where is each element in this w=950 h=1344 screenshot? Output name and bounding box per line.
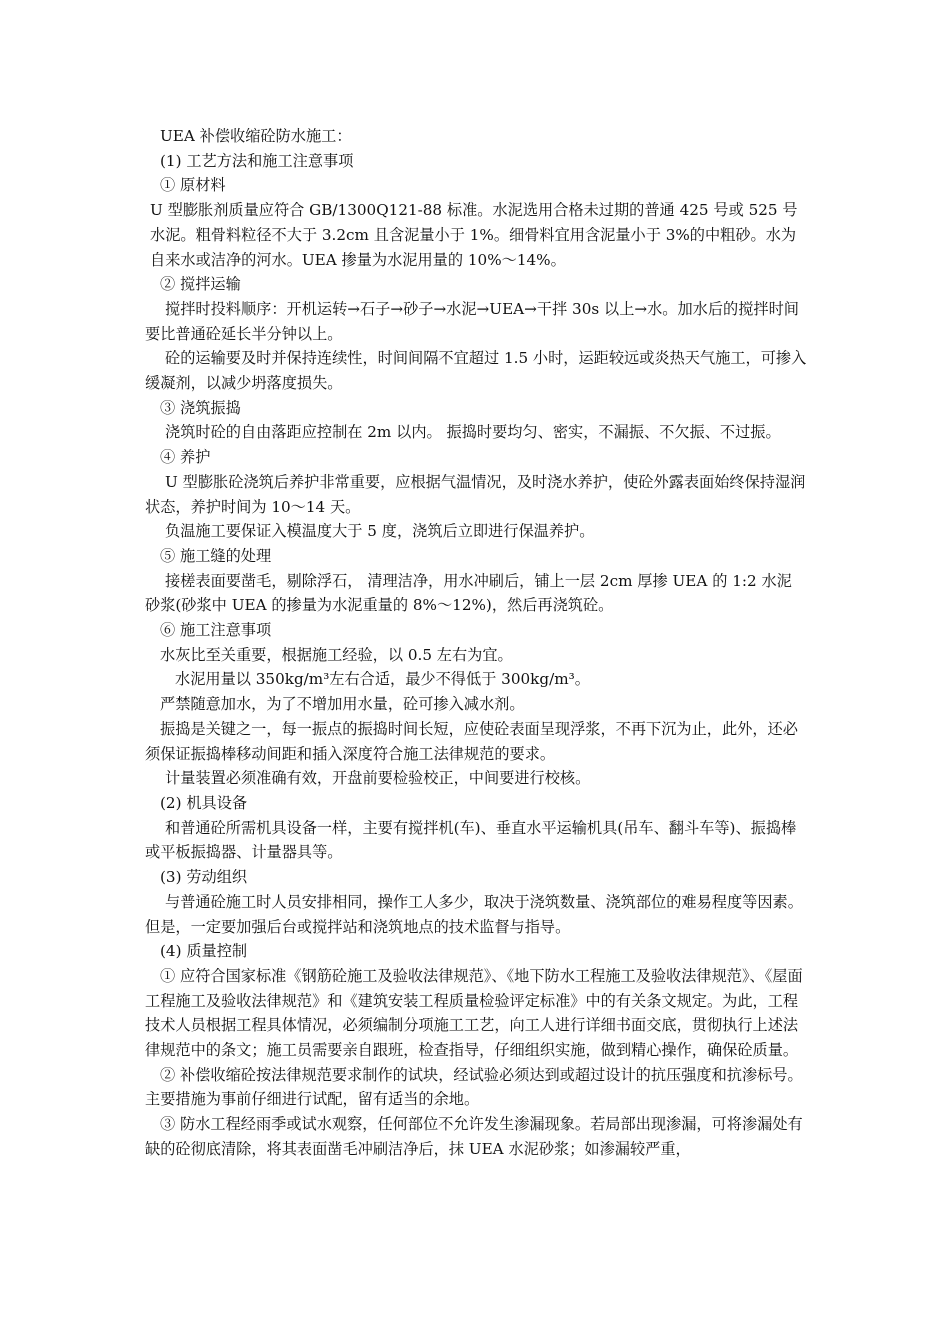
subsection-pouring-vibrating: ③ 浇筑振捣 (160, 398, 241, 417)
paragraph-metering: 计量装置必须准确有效，开盘前要检验校正，中间要进行校核。 (165, 769, 591, 788)
paragraph-vibration-key: 振捣是关键之一，每一振点的振捣时间长短，应使砼表面呈现浮浆，不再下沉为止，此外，还必须保证振捣棒移动间距和插入深度符合施工法律规范的要求。 (145, 719, 798, 763)
paragraph-cement-amount: 水泥用量以 350kg/m³左右合适，最少不得低于 300kg/m³。 (175, 670, 590, 689)
paragraph-curing: U 型膨胀砼浇筑后养护非常重要，应根据气温情况，及时浇水养护，使砼外露表面始终保持湿润状态，养护时间为 10～14 天。 (145, 472, 806, 516)
paragraph-mixing-order: 搅拌时投料顺序：开机运转→石子→砂子→水泥→UEA→干拌 30s 以上→水。加水后的搅拌时间要比普通砼延长半分钟以上。 (145, 299, 799, 343)
paragraph-pouring: 浇筑时砼的自由落距应控制在 2m 以内。 振捣时要均匀、密实，不漏振、不欠振、不过振。 (165, 423, 781, 442)
subsection-raw-materials: ① 原材料 (160, 176, 226, 195)
paragraph-leakage: ③ 防水工程经雨季或试水观察，任何部位不允许发生渗漏现象。若局部出现渗漏，可将渗漏处有缺的砼彻底清除，将其表面凿毛冲刷洁净后，抹 UEA 水泥砂浆；如渗漏较严重， (145, 1115, 803, 1158)
document-body (145, 124, 807, 1162)
paragraph-water-cement-ratio: 水灰比至关重要，根据施工经验，以 0.5 左右为宜。 (160, 645, 513, 664)
section-labor: (3) 劳动组织 (160, 868, 248, 887)
paragraph-equipment: 和普通砼所需机具设备一样，主要有搅拌机(车)、垂直水平运输机具(吊车、翻斗车等)、振捣棒或平板振捣器、计量器具等。 (145, 818, 797, 862)
subsection-precautions: ⑥ 施工注意事项 (160, 621, 272, 640)
section-process-method: (1) 工艺方法和施工注意事项 (160, 151, 354, 170)
section-equipment: (2) 机具设备 (160, 793, 248, 812)
paragraph-raw-materials: U 型膨胀剂质量应符合 GB/1300Q121-88 标准。水泥选用合格未过期的普通 425 号或 525 号水泥。粗骨料粒径不大于 3.2cm 且含泥量小于 1%。细骨料宜用含泥量小于 3%的中粗砂。水为自来水或洁净的河水。UEA 掺量为水泥用量的 10%～14%。 (150, 201, 798, 269)
paragraph-transport: 砼的运输要及时并保持连续性，时间间隔不宜超过 1.5 小时，运距较远或炎热天气施工，可掺入缓凝剂，以减少坍落度损失。 (145, 349, 807, 393)
subsection-construction-joint: ⑤ 施工缝的处理 (160, 546, 272, 565)
paragraph-construction-joint: 接槎表面要凿毛，剔除浮石， 清理洁净，用水冲刷后，铺上一层 2cm 厚掺 UEA 的 1:2 水泥砂浆(砂浆中 UEA 的掺量为水泥重量的 8%～12%)，然后再浇筑砼。 (145, 571, 792, 615)
paragraph-quality-standards: ① 应符合国家标准《钢筋砼施工及验收法律规范》、《地下防水工程施工及验收法律规范》、《屋面工程施工及验收法律规范》和《建筑安装工程质量检验评定标准》中的有关条文规定。为此，工程技术人员根据工程具体情况，必须编制分项施工工艺，向工人进行详细书面交底，贯彻执行上述法律规范中的条文；施工员需要亲自跟班，检查指导，仔细组织实施，做到精心操作，确保砼质量。 (145, 966, 803, 1060)
subsection-curing: ④ 养护 (160, 448, 211, 467)
paragraph-cold-weather: 负温施工要保证入模温度大于 5 度，浇筑后立即进行保温养护。 (165, 522, 595, 541)
paragraph-test-blocks: ② 补偿收缩砼按法律规范要求制作的试块，经试验必须达到或超过设计的抗压强度和抗渗标号。主要措施为事前仔细进行试配，留有适当的余地。 (145, 1065, 803, 1109)
paragraph-labor: 与普通砼施工时人员安排相同，操作工人多少，取决于浇筑数量、浇筑部位的难易程度等因素。但是，一定要加强后台或搅拌站和浇筑地点的技术监督与指导。 (145, 892, 803, 936)
heading-uea-construction: UEA 补偿收缩砼防水施工： (160, 127, 352, 145)
paragraph-no-extra-water: 严禁随意加水，为了不增加用水量，砼可掺入减水剂。 (160, 695, 525, 714)
section-quality-control: (4) 质量控制 (160, 942, 248, 961)
subsection-mixing-transport: ② 搅拌运输 (160, 275, 241, 294)
